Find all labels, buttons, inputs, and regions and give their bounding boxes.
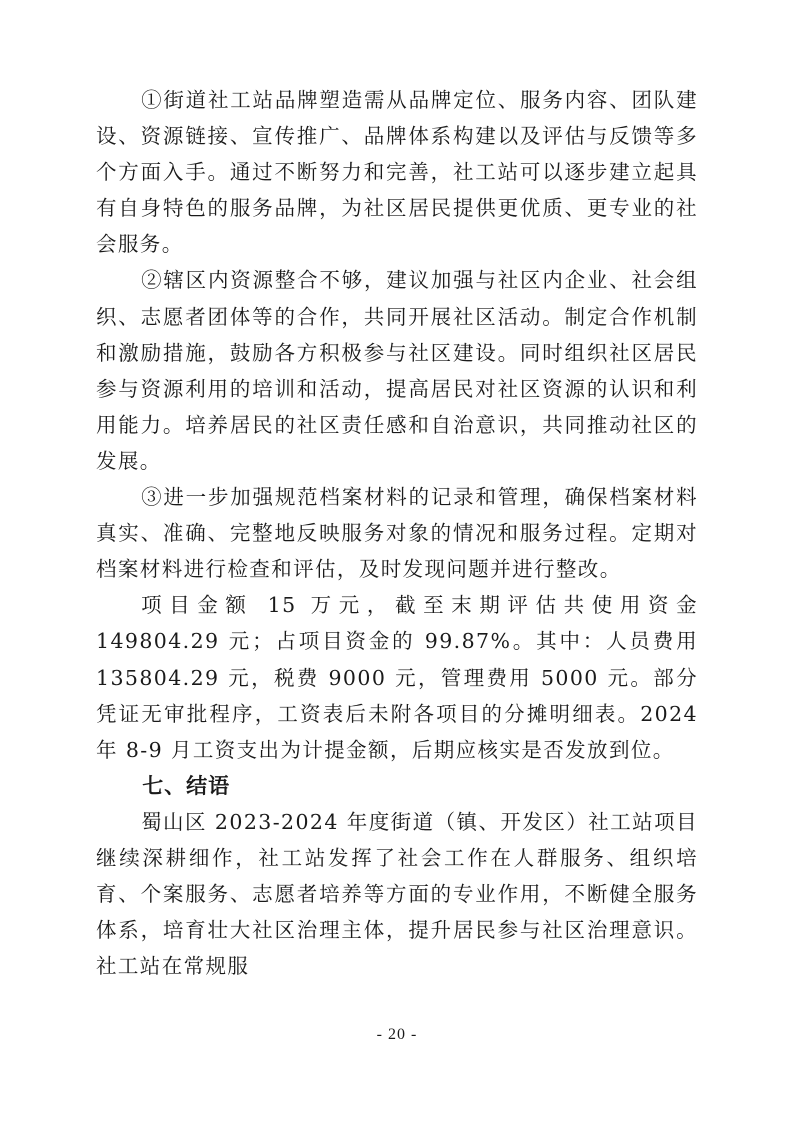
paragraph-project-funds: 项目金额 15 万元，截至末期评估共使用资金 149804.29 元；占项目资金的 99.87%。其中：人员费用 135804.29 元，税费 9000 元，管理费用 5000 元。部分凭证无审批程序，工资表后未附各项目的分摊明细表。2024 年 8-9 月工资支出为计提金额，后期应核实是否发放到位。	[96, 593, 698, 762]
page-body	[96, 82, 698, 984]
page-number: - 20 -	[376, 1026, 418, 1043]
section-heading-conclusion: 七、结语	[142, 773, 231, 798]
paragraph-conclusion: 蜀山区 2023-2024 年度街道（镇、开发区）社工站项目继续深耕细作，社工站发挥了社会工作在人群服务、组织培育、个案服务、志愿者培养等方面的专业作用，不断健全服务体系，培育壮大社区治理主体，提升居民参与社区治理意识。社工站在常规服	[96, 809, 698, 979]
paragraph-archive-management: ③进一步加强规范档案材料的记录和管理，确保档案材料真实、准确、完整地反映服务对象的情况和服务过程。定期对档案材料进行检查和评估，及时发现问题并进行整改。	[96, 485, 698, 582]
paragraph-resource-integration: ②辖区内资源整合不够，建议加强与社区内企业、社会组织、志愿者团体等的合作，共同开展社区活动。制定合作机制和激励措施，鼓励各方积极参与社区建设。同时组织社区居民参与资源利用的培训和活动，提高居民对社区资源的认识和利用能力。培养居民的社区责任感和自治意识，共同推动社区的发展。	[96, 268, 698, 473]
paragraph-brand-building: ①街道社工站品牌塑造需从品牌定位、服务内容、团队建设、资源链接、宣传推广、品牌体系构建以及评估与反馈等多个方面入手。通过不断努力和完善，社工站可以逐步建立起具有自身特色的服务品牌，为社区居民提供更优质、更专业的社会服务。	[96, 88, 698, 257]
